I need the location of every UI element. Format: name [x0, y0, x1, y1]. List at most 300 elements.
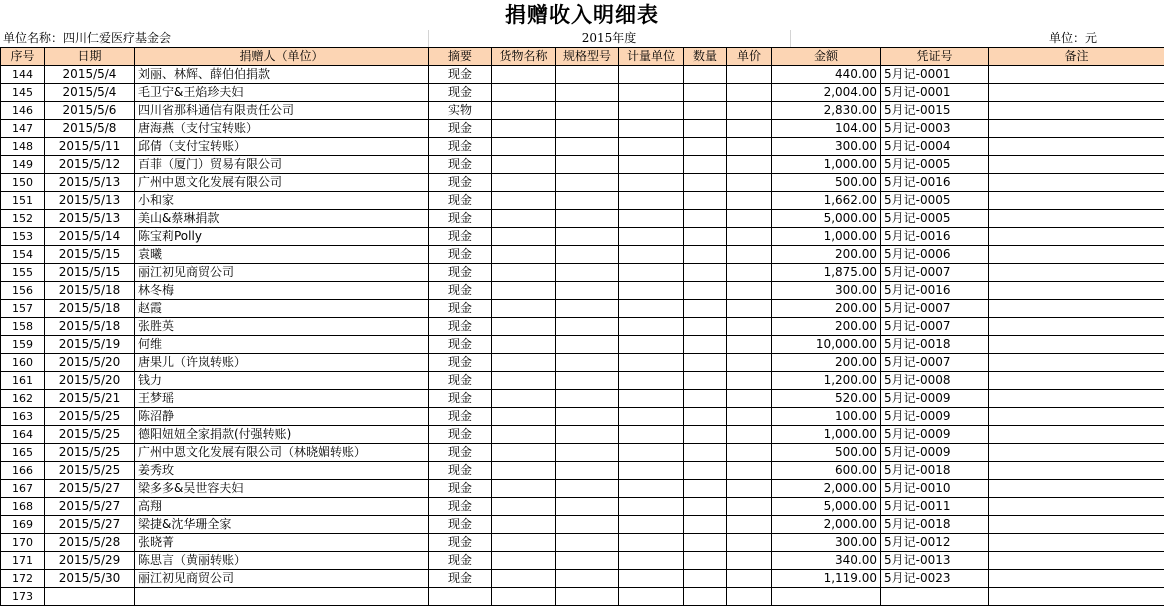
cell-serial[interactable]: 161 — [1, 372, 45, 390]
column-header[interactable]: 凭证号 — [881, 48, 989, 66]
column-header[interactable]: 货物名称 — [492, 48, 556, 66]
cell-unit-price[interactable] — [727, 372, 772, 390]
cell-date[interactable]: 2015/5/12 — [45, 156, 135, 174]
cell-serial[interactable]: 150 — [1, 174, 45, 192]
cell-serial[interactable]: 148 — [1, 138, 45, 156]
cell-unit-price[interactable] — [727, 462, 772, 480]
cell-quantity[interactable] — [684, 498, 727, 516]
cell-summary[interactable]: 现金 — [429, 84, 492, 102]
cell-measure-unit[interactable] — [619, 84, 684, 102]
cell-amount[interactable]: 5,000.00 — [772, 210, 881, 228]
cell-remarks[interactable] — [989, 102, 1165, 120]
cell-measure-unit[interactable] — [619, 66, 684, 84]
cell-remarks[interactable] — [989, 534, 1165, 552]
cell-unit-price[interactable] — [727, 264, 772, 282]
cell-goods-name[interactable] — [492, 66, 556, 84]
cell-serial[interactable]: 165 — [1, 444, 45, 462]
cell-unit-price[interactable] — [727, 570, 772, 588]
cell-spec[interactable] — [556, 462, 619, 480]
cell-serial[interactable]: 151 — [1, 192, 45, 210]
cell-goods-name[interactable] — [492, 588, 556, 606]
cell-donor[interactable]: 德阳妞妞全家捐款(付强转账) — [135, 426, 429, 444]
column-header[interactable]: 规格型号 — [556, 48, 619, 66]
cell-remarks[interactable] — [989, 84, 1165, 102]
cell-measure-unit[interactable] — [619, 408, 684, 426]
cell-donor[interactable]: 姜秀玫 — [135, 462, 429, 480]
cell-voucher[interactable]: 5月记-0006 — [881, 246, 989, 264]
cell-unit-price[interactable] — [727, 156, 772, 174]
cell-summary[interactable]: 现金 — [429, 534, 492, 552]
cell-voucher[interactable]: 5月记-0007 — [881, 354, 989, 372]
cell-measure-unit[interactable] — [619, 372, 684, 390]
cell-unit-price[interactable] — [727, 480, 772, 498]
cell-goods-name[interactable] — [492, 444, 556, 462]
cell-spec[interactable] — [556, 516, 619, 534]
cell-date[interactable]: 2015/5/25 — [45, 444, 135, 462]
cell-unit-price[interactable] — [727, 84, 772, 102]
cell-quantity[interactable] — [684, 84, 727, 102]
cell-donor[interactable]: 丽江初见商贸公司 — [135, 264, 429, 282]
cell-voucher[interactable]: 5月记-0008 — [881, 372, 989, 390]
cell-unit-price[interactable] — [727, 498, 772, 516]
cell-donor[interactable]: 王梦瑶 — [135, 390, 429, 408]
cell-remarks[interactable] — [989, 192, 1165, 210]
cell-measure-unit[interactable] — [619, 156, 684, 174]
cell-measure-unit[interactable] — [619, 192, 684, 210]
cell-goods-name[interactable] — [492, 372, 556, 390]
cell-goods-name[interactable] — [492, 318, 556, 336]
cell-amount[interactable]: 200.00 — [772, 318, 881, 336]
cell-unit-price[interactable] — [727, 300, 772, 318]
cell-spec[interactable] — [556, 210, 619, 228]
cell-measure-unit[interactable] — [619, 462, 684, 480]
cell-serial[interactable]: 159 — [1, 336, 45, 354]
cell-date[interactable]: 2015/5/27 — [45, 480, 135, 498]
column-header[interactable]: 计量单位 — [619, 48, 684, 66]
cell-quantity[interactable] — [684, 462, 727, 480]
cell-spec[interactable] — [556, 300, 619, 318]
cell-donor[interactable]: 高翔 — [135, 498, 429, 516]
cell-date[interactable]: 2015/5/13 — [45, 174, 135, 192]
cell-amount[interactable]: 500.00 — [772, 444, 881, 462]
cell-amount[interactable]: 1,875.00 — [772, 264, 881, 282]
cell-donor[interactable]: 毛卫宁&王焰珍夫妇 — [135, 84, 429, 102]
cell-amount[interactable]: 2,000.00 — [772, 480, 881, 498]
cell-serial[interactable]: 155 — [1, 264, 45, 282]
cell-donor[interactable]: 张胜英 — [135, 318, 429, 336]
cell-amount[interactable]: 1,000.00 — [772, 426, 881, 444]
cell-unit-price[interactable] — [727, 318, 772, 336]
cell-goods-name[interactable] — [492, 534, 556, 552]
cell-date[interactable]: 2015/5/30 — [45, 570, 135, 588]
cell-date[interactable] — [45, 588, 135, 606]
cell-serial[interactable]: 152 — [1, 210, 45, 228]
cell-measure-unit[interactable] — [619, 480, 684, 498]
cell-unit-price[interactable] — [727, 426, 772, 444]
cell-date[interactable]: 2015/5/18 — [45, 318, 135, 336]
cell-spec[interactable] — [556, 318, 619, 336]
cell-donor[interactable]: 林冬梅 — [135, 282, 429, 300]
cell-serial[interactable]: 147 — [1, 120, 45, 138]
cell-quantity[interactable] — [684, 102, 727, 120]
cell-serial[interactable]: 157 — [1, 300, 45, 318]
cell-remarks[interactable] — [989, 174, 1165, 192]
cell-summary[interactable]: 现金 — [429, 372, 492, 390]
cell-goods-name[interactable] — [492, 408, 556, 426]
cell-voucher[interactable]: 5月记-0007 — [881, 264, 989, 282]
cell-voucher[interactable]: 5月记-0023 — [881, 570, 989, 588]
cell-goods-name[interactable] — [492, 102, 556, 120]
cell-voucher[interactable]: 5月记-0012 — [881, 534, 989, 552]
cell-serial[interactable]: 164 — [1, 426, 45, 444]
cell-remarks[interactable] — [989, 336, 1165, 354]
cell-quantity[interactable] — [684, 588, 727, 606]
cell-serial[interactable]: 145 — [1, 84, 45, 102]
cell-unit-price[interactable] — [727, 534, 772, 552]
cell-measure-unit[interactable] — [619, 426, 684, 444]
cell-donor[interactable]: 陈思言（黄丽转账） — [135, 552, 429, 570]
cell-measure-unit[interactable] — [619, 282, 684, 300]
cell-spec[interactable] — [556, 192, 619, 210]
cell-date[interactable]: 2015/5/27 — [45, 498, 135, 516]
cell-donor[interactable]: 广州中恩文化发展有限公司（林晓媚转账） — [135, 444, 429, 462]
cell-voucher[interactable]: 5月记-0005 — [881, 192, 989, 210]
cell-measure-unit[interactable] — [619, 570, 684, 588]
cell-amount[interactable]: 2,000.00 — [772, 516, 881, 534]
cell-voucher[interactable]: 5月记-0005 — [881, 210, 989, 228]
cell-donor[interactable]: 袁曦 — [135, 246, 429, 264]
cell-donor[interactable]: 唐果儿（许岚转账） — [135, 354, 429, 372]
cell-spec[interactable] — [556, 120, 619, 138]
cell-voucher[interactable]: 5月记-0009 — [881, 444, 989, 462]
cell-date[interactable]: 2015/5/15 — [45, 264, 135, 282]
cell-amount[interactable]: 200.00 — [772, 354, 881, 372]
cell-spec[interactable] — [556, 102, 619, 120]
cell-summary[interactable]: 现金 — [429, 570, 492, 588]
cell-voucher[interactable]: 5月记-0009 — [881, 408, 989, 426]
cell-voucher[interactable]: 5月记-0015 — [881, 102, 989, 120]
cell-donor[interactable]: 赵霞 — [135, 300, 429, 318]
cell-serial[interactable]: 158 — [1, 318, 45, 336]
cell-unit-price[interactable] — [727, 102, 772, 120]
cell-remarks[interactable] — [989, 282, 1165, 300]
cell-remarks[interactable] — [989, 516, 1165, 534]
cell-summary[interactable]: 现金 — [429, 462, 492, 480]
cell-quantity[interactable] — [684, 264, 727, 282]
cell-summary[interactable] — [429, 588, 492, 606]
cell-unit-price[interactable] — [727, 588, 772, 606]
cell-amount[interactable] — [772, 588, 881, 606]
cell-amount[interactable]: 300.00 — [772, 138, 881, 156]
cell-measure-unit[interactable] — [619, 228, 684, 246]
cell-serial[interactable]: 160 — [1, 354, 45, 372]
cell-date[interactable]: 2015/5/29 — [45, 552, 135, 570]
cell-quantity[interactable] — [684, 282, 727, 300]
cell-amount[interactable]: 1,000.00 — [772, 156, 881, 174]
cell-date[interactable]: 2015/5/11 — [45, 138, 135, 156]
cell-spec[interactable] — [556, 174, 619, 192]
cell-quantity[interactable] — [684, 246, 727, 264]
cell-quantity[interactable] — [684, 120, 727, 138]
cell-serial[interactable]: 153 — [1, 228, 45, 246]
cell-goods-name[interactable] — [492, 210, 556, 228]
cell-voucher[interactable]: 5月记-0001 — [881, 66, 989, 84]
cell-summary[interactable]: 现金 — [429, 390, 492, 408]
cell-date[interactable]: 2015/5/4 — [45, 66, 135, 84]
cell-donor[interactable]: 广州中恩文化发展有限公司 — [135, 174, 429, 192]
cell-goods-name[interactable] — [492, 228, 556, 246]
cell-summary[interactable]: 现金 — [429, 498, 492, 516]
cell-serial[interactable]: 146 — [1, 102, 45, 120]
cell-summary[interactable]: 现金 — [429, 408, 492, 426]
cell-donor[interactable]: 四川省那科通信有限责任公司 — [135, 102, 429, 120]
cell-spec[interactable] — [556, 84, 619, 102]
cell-summary[interactable]: 现金 — [429, 192, 492, 210]
cell-spec[interactable] — [556, 390, 619, 408]
cell-goods-name[interactable] — [492, 570, 556, 588]
cell-quantity[interactable] — [684, 390, 727, 408]
cell-summary[interactable]: 现金 — [429, 336, 492, 354]
cell-donor[interactable]: 张晓菁 — [135, 534, 429, 552]
cell-serial[interactable]: 173 — [1, 588, 45, 606]
cell-summary[interactable]: 现金 — [429, 282, 492, 300]
cell-measure-unit[interactable] — [619, 516, 684, 534]
cell-amount[interactable]: 5,000.00 — [772, 498, 881, 516]
cell-remarks[interactable] — [989, 552, 1165, 570]
cell-summary[interactable]: 现金 — [429, 516, 492, 534]
cell-amount[interactable]: 600.00 — [772, 462, 881, 480]
cell-goods-name[interactable] — [492, 354, 556, 372]
cell-serial[interactable]: 167 — [1, 480, 45, 498]
cell-unit-price[interactable] — [727, 336, 772, 354]
cell-unit-price[interactable] — [727, 66, 772, 84]
cell-summary[interactable]: 现金 — [429, 480, 492, 498]
cell-summary[interactable]: 现金 — [429, 210, 492, 228]
cell-amount[interactable]: 104.00 — [772, 120, 881, 138]
cell-goods-name[interactable] — [492, 300, 556, 318]
cell-voucher[interactable]: 5月记-0009 — [881, 390, 989, 408]
cell-unit-price[interactable] — [727, 228, 772, 246]
cell-date[interactable]: 2015/5/6 — [45, 102, 135, 120]
cell-amount[interactable]: 200.00 — [772, 300, 881, 318]
cell-summary[interactable]: 现金 — [429, 120, 492, 138]
cell-voucher[interactable]: 5月记-0018 — [881, 516, 989, 534]
cell-measure-unit[interactable] — [619, 210, 684, 228]
cell-donor[interactable]: 何维 — [135, 336, 429, 354]
cell-summary[interactable]: 实物 — [429, 102, 492, 120]
cell-unit-price[interactable] — [727, 192, 772, 210]
cell-goods-name[interactable] — [492, 84, 556, 102]
cell-measure-unit[interactable] — [619, 300, 684, 318]
cell-remarks[interactable] — [989, 462, 1165, 480]
cell-date[interactable]: 2015/5/20 — [45, 354, 135, 372]
cell-quantity[interactable] — [684, 516, 727, 534]
cell-quantity[interactable] — [684, 444, 727, 462]
cell-goods-name[interactable] — [492, 246, 556, 264]
cell-donor[interactable]: 钱力 — [135, 372, 429, 390]
cell-amount[interactable]: 500.00 — [772, 174, 881, 192]
cell-voucher[interactable]: 5月记-0018 — [881, 462, 989, 480]
cell-spec[interactable] — [556, 246, 619, 264]
column-header[interactable]: 日期 — [45, 48, 135, 66]
cell-remarks[interactable] — [989, 354, 1165, 372]
cell-unit-price[interactable] — [727, 444, 772, 462]
cell-spec[interactable] — [556, 282, 619, 300]
cell-measure-unit[interactable] — [619, 264, 684, 282]
cell-remarks[interactable] — [989, 66, 1165, 84]
cell-quantity[interactable] — [684, 372, 727, 390]
cell-remarks[interactable] — [989, 210, 1165, 228]
cell-voucher[interactable]: 5月记-0004 — [881, 138, 989, 156]
cell-spec[interactable] — [556, 588, 619, 606]
cell-quantity[interactable] — [684, 66, 727, 84]
cell-amount[interactable]: 100.00 — [772, 408, 881, 426]
cell-remarks[interactable] — [989, 426, 1165, 444]
cell-date[interactable]: 2015/5/27 — [45, 516, 135, 534]
cell-remarks[interactable] — [989, 228, 1165, 246]
cell-voucher[interactable]: 5月记-0005 — [881, 156, 989, 174]
cell-donor[interactable]: 丽江初见商贸公司 — [135, 570, 429, 588]
cell-summary[interactable]: 现金 — [429, 300, 492, 318]
cell-voucher[interactable]: 5月记-0011 — [881, 498, 989, 516]
cell-amount[interactable]: 10,000.00 — [772, 336, 881, 354]
cell-goods-name[interactable] — [492, 174, 556, 192]
cell-donor[interactable]: 梁捷&沈华珊全家 — [135, 516, 429, 534]
cell-goods-name[interactable] — [492, 264, 556, 282]
cell-quantity[interactable] — [684, 300, 727, 318]
cell-serial[interactable]: 144 — [1, 66, 45, 84]
cell-measure-unit[interactable] — [619, 102, 684, 120]
cell-measure-unit[interactable] — [619, 390, 684, 408]
cell-date[interactable]: 2015/5/4 — [45, 84, 135, 102]
cell-date[interactable]: 2015/5/25 — [45, 426, 135, 444]
cell-serial[interactable]: 154 — [1, 246, 45, 264]
cell-remarks[interactable] — [989, 570, 1165, 588]
cell-summary[interactable]: 现金 — [429, 138, 492, 156]
cell-goods-name[interactable] — [492, 498, 556, 516]
cell-date[interactable]: 2015/5/13 — [45, 210, 135, 228]
cell-measure-unit[interactable] — [619, 354, 684, 372]
cell-summary[interactable]: 现金 — [429, 156, 492, 174]
cell-amount[interactable]: 2,830.00 — [772, 102, 881, 120]
cell-spec[interactable] — [556, 138, 619, 156]
cell-goods-name[interactable] — [492, 120, 556, 138]
cell-goods-name[interactable] — [492, 516, 556, 534]
cell-unit-price[interactable] — [727, 282, 772, 300]
cell-measure-unit[interactable] — [619, 246, 684, 264]
cell-quantity[interactable] — [684, 174, 727, 192]
cell-remarks[interactable] — [989, 120, 1165, 138]
column-header[interactable]: 序号 — [1, 48, 45, 66]
cell-quantity[interactable] — [684, 534, 727, 552]
cell-serial[interactable]: 156 — [1, 282, 45, 300]
cell-remarks[interactable] — [989, 138, 1165, 156]
cell-amount[interactable]: 1,119.00 — [772, 570, 881, 588]
cell-remarks[interactable] — [989, 480, 1165, 498]
cell-goods-name[interactable] — [492, 156, 556, 174]
cell-unit-price[interactable] — [727, 210, 772, 228]
cell-summary[interactable]: 现金 — [429, 264, 492, 282]
cell-donor[interactable] — [135, 588, 429, 606]
cell-goods-name[interactable] — [492, 192, 556, 210]
cell-unit-price[interactable] — [727, 408, 772, 426]
column-header[interactable]: 数量 — [684, 48, 727, 66]
cell-date[interactable]: 2015/5/28 — [45, 534, 135, 552]
cell-unit-price[interactable] — [727, 246, 772, 264]
cell-summary[interactable]: 现金 — [429, 426, 492, 444]
cell-spec[interactable] — [556, 66, 619, 84]
cell-measure-unit[interactable] — [619, 444, 684, 462]
cell-amount[interactable]: 2,004.00 — [772, 84, 881, 102]
cell-goods-name[interactable] — [492, 462, 556, 480]
cell-date[interactable]: 2015/5/18 — [45, 282, 135, 300]
cell-remarks[interactable] — [989, 588, 1165, 606]
cell-amount[interactable]: 1,662.00 — [772, 192, 881, 210]
cell-date[interactable]: 2015/5/25 — [45, 462, 135, 480]
cell-donor[interactable]: 美山&蔡琳捐款 — [135, 210, 429, 228]
cell-spec[interactable] — [556, 354, 619, 372]
cell-quantity[interactable] — [684, 570, 727, 588]
cell-serial[interactable]: 168 — [1, 498, 45, 516]
cell-voucher[interactable]: 5月记-0016 — [881, 174, 989, 192]
cell-donor[interactable]: 刘丽、林辉、薛伯伯捐款 — [135, 66, 429, 84]
cell-serial[interactable]: 149 — [1, 156, 45, 174]
cell-summary[interactable]: 现金 — [429, 228, 492, 246]
cell-date[interactable]: 2015/5/19 — [45, 336, 135, 354]
cell-amount[interactable]: 440.00 — [772, 66, 881, 84]
cell-measure-unit[interactable] — [619, 534, 684, 552]
cell-voucher[interactable]: 5月记-0001 — [881, 84, 989, 102]
cell-measure-unit[interactable] — [619, 498, 684, 516]
cell-measure-unit[interactable] — [619, 174, 684, 192]
cell-donor[interactable]: 邱倩（支付宝转账） — [135, 138, 429, 156]
column-header[interactable]: 单价 — [727, 48, 772, 66]
cell-spec[interactable] — [556, 498, 619, 516]
cell-summary[interactable]: 现金 — [429, 354, 492, 372]
cell-voucher[interactable]: 5月记-0016 — [881, 282, 989, 300]
cell-spec[interactable] — [556, 156, 619, 174]
cell-spec[interactable] — [556, 570, 619, 588]
column-header[interactable]: 捐赠人（单位） — [135, 48, 429, 66]
cell-remarks[interactable] — [989, 498, 1165, 516]
cell-remarks[interactable] — [989, 300, 1165, 318]
cell-measure-unit[interactable] — [619, 552, 684, 570]
cell-goods-name[interactable] — [492, 426, 556, 444]
cell-amount[interactable]: 200.00 — [772, 246, 881, 264]
cell-amount[interactable]: 300.00 — [772, 534, 881, 552]
cell-serial[interactable]: 171 — [1, 552, 45, 570]
cell-quantity[interactable] — [684, 336, 727, 354]
cell-voucher[interactable]: 5月记-0009 — [881, 426, 989, 444]
cell-goods-name[interactable] — [492, 138, 556, 156]
cell-spec[interactable] — [556, 372, 619, 390]
cell-voucher[interactable]: 5月记-0007 — [881, 318, 989, 336]
cell-quantity[interactable] — [684, 480, 727, 498]
cell-unit-price[interactable] — [727, 138, 772, 156]
column-header[interactable]: 金额 — [772, 48, 881, 66]
cell-donor[interactable]: 梁多多&吴世容夫妇 — [135, 480, 429, 498]
cell-unit-price[interactable] — [727, 516, 772, 534]
cell-date[interactable]: 2015/5/8 — [45, 120, 135, 138]
cell-summary[interactable]: 现金 — [429, 318, 492, 336]
cell-quantity[interactable] — [684, 210, 727, 228]
cell-summary[interactable]: 现金 — [429, 246, 492, 264]
cell-donor[interactable]: 陈宝莉Polly — [135, 228, 429, 246]
cell-remarks[interactable] — [989, 264, 1165, 282]
cell-spec[interactable] — [556, 408, 619, 426]
cell-voucher[interactable]: 5月记-0013 — [881, 552, 989, 570]
cell-quantity[interactable] — [684, 228, 727, 246]
